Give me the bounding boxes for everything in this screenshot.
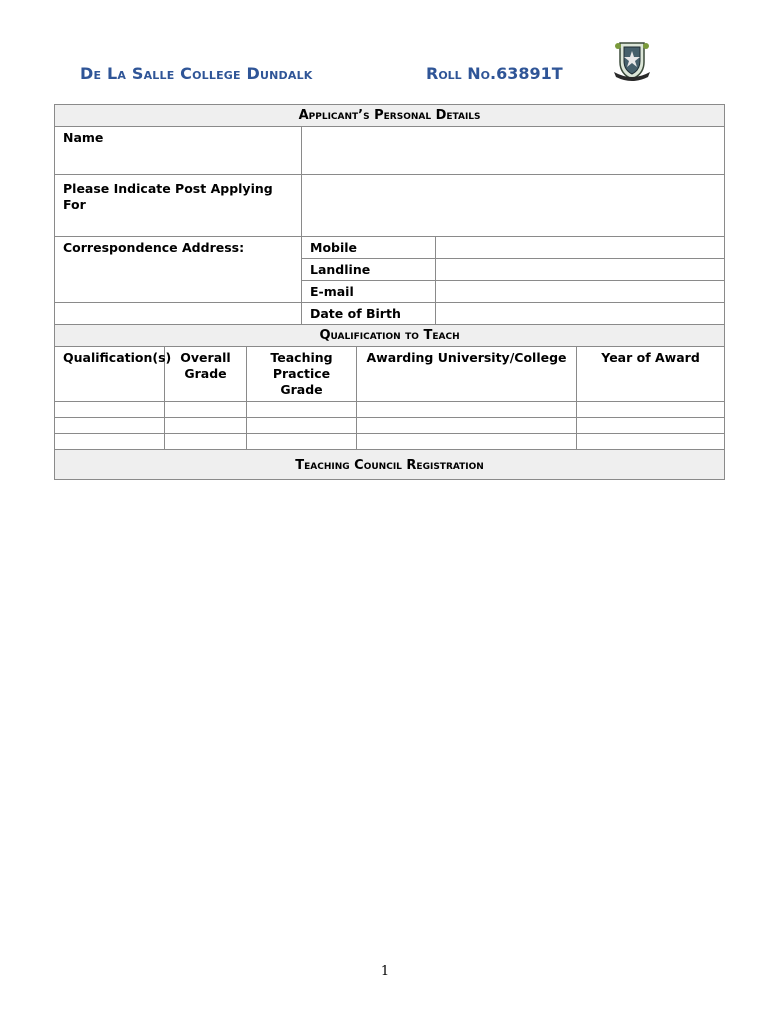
teaching-practice-grade-cell[interactable] [247,418,357,434]
awarding-institution-cell[interactable] [357,434,577,450]
page-number: 1 [380,964,390,979]
overall-grade-cell[interactable] [165,402,247,418]
column-year-of-award: Year of Award [577,347,725,402]
qualification-row [55,434,725,450]
column-overall-grade: Overall Grade [165,347,247,402]
dob-label: Date of Birth [302,303,436,325]
year-of-award-cell[interactable] [577,434,725,450]
overall-grade-cell[interactable] [165,434,247,450]
qualification-row [55,402,725,418]
college-crest-icon [612,40,652,82]
document-header [80,60,680,90]
qualification-cell[interactable] [55,402,165,418]
awarding-institution-cell[interactable] [357,418,577,434]
teaching-practice-grade-cell[interactable] [247,402,357,418]
column-teaching-practice-grade: Teaching Practice Grade [247,347,357,402]
qualification-cell[interactable] [55,418,165,434]
teaching-council-heading: Teaching Council Registration [55,450,725,480]
mobile-field[interactable] [436,237,725,259]
column-qualifications: Qualification(s) [55,347,165,402]
personal-details-heading: Applicant’s Personal Details [55,105,725,127]
teaching-practice-grade-cell[interactable] [247,434,357,450]
mobile-label: Mobile [302,237,436,259]
qualification-row [55,418,725,434]
college-name: De La Salle College Dundalk [80,64,313,83]
year-of-award-cell[interactable] [577,402,725,418]
application-form-table [54,104,725,480]
dob-field[interactable] [436,303,725,325]
year-of-award-cell[interactable] [577,418,725,434]
name-field[interactable] [302,127,725,175]
qualification-heading: Qualification to Teach [55,325,725,347]
email-label: E-mail [302,281,436,303]
post-label: Please Indicate Post Applying For [55,175,302,237]
column-awarding-institution: Awarding University/College [357,347,577,402]
address-field[interactable] [55,303,302,325]
roll-number: Roll No.63891T [426,64,563,83]
overall-grade-cell[interactable] [165,418,247,434]
email-field[interactable] [436,281,725,303]
post-field[interactable] [302,175,725,237]
name-label: Name [55,127,302,175]
landline-field[interactable] [436,259,725,281]
awarding-institution-cell[interactable] [357,402,577,418]
qualification-cell[interactable] [55,434,165,450]
address-label: Correspondence Address: [55,237,302,303]
landline-label: Landline [302,259,436,281]
